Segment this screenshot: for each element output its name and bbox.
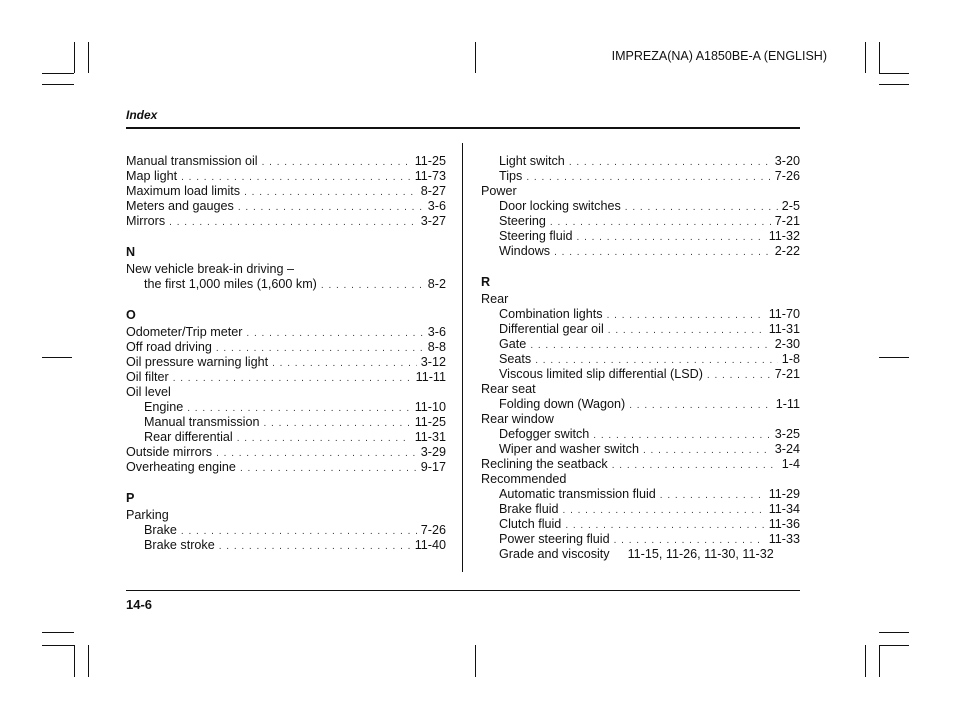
index-entry-page: 3-6	[427, 325, 446, 339]
index-entry	[126, 214, 446, 229]
index-entry-page: 7-21	[774, 367, 800, 381]
dot-leader	[321, 278, 424, 293]
index-entry-label: Brake fluid	[499, 502, 559, 516]
index-entry-page: 11-33	[768, 532, 800, 546]
crop-mark	[74, 42, 75, 73]
index-letter-heading: R	[481, 275, 491, 289]
footer-rule	[126, 590, 800, 591]
index-entry-label: Overheating engine	[126, 460, 236, 474]
index-entry-label: Map light	[126, 169, 178, 183]
dot-leader	[554, 245, 771, 260]
index-entry	[481, 517, 800, 532]
index-group-heading	[126, 385, 446, 400]
index-entry-page: 11-10	[414, 400, 446, 414]
index-entry-page: 9-17	[420, 460, 446, 474]
index-entry-page: 3-29	[420, 445, 446, 459]
dot-leader	[173, 371, 412, 386]
index-entry-page: 3-24	[774, 442, 800, 456]
index-entry-label: Rear seat	[481, 382, 536, 396]
index-entry-page: 7-26	[420, 523, 446, 537]
index-entry	[126, 460, 446, 475]
dot-leader	[240, 461, 417, 476]
index-entry-label: Seats	[499, 352, 532, 366]
index-entry	[126, 415, 446, 430]
index-entry	[126, 199, 446, 214]
index-entry	[481, 547, 800, 562]
crop-mark	[865, 42, 866, 73]
dot-leader	[246, 326, 423, 341]
index-entry-label: Rear differential	[144, 430, 233, 444]
dot-leader	[181, 524, 417, 539]
index-entry-page: 11-31	[414, 430, 446, 444]
index-entry-label: Viscous limited slip differential (LSD)	[499, 367, 703, 381]
index-entry	[126, 340, 446, 355]
index-entry-label: Off road driving	[126, 340, 212, 354]
index-entry-page: 2-30	[774, 337, 800, 351]
index-entry-label: Recommended	[481, 472, 567, 486]
index-entry-page: 2-5	[781, 199, 800, 213]
index-entry-page: 3-20	[774, 154, 800, 168]
index-entry-label: Maximum load limits	[126, 184, 241, 198]
index-entry-label: Power steering fluid	[499, 532, 610, 546]
crop-mark	[42, 73, 74, 74]
index-group-heading	[481, 412, 800, 427]
dot-leader	[262, 155, 411, 170]
dot-leader	[264, 416, 411, 431]
index-entry-label: Oil filter	[126, 370, 169, 384]
index-entry-page: 11-29	[768, 487, 800, 501]
dot-leader	[565, 518, 764, 533]
index-entry-page: 11-70	[768, 307, 800, 321]
index-entry	[126, 538, 446, 553]
index-entry-page: 3-12	[420, 355, 446, 369]
dot-leader	[614, 533, 765, 548]
index-entry	[481, 229, 800, 244]
dot-leader	[593, 428, 770, 443]
index-entry-page: 8-8	[427, 340, 446, 354]
index-entry-label: Wiper and washer switch	[499, 442, 639, 456]
index-entry	[126, 370, 446, 385]
index-entry	[481, 322, 800, 337]
index-entry-label: Rear window	[481, 412, 554, 426]
index-group-heading	[481, 472, 800, 487]
index-entry	[126, 430, 446, 445]
index-entry-page: 3-6	[427, 199, 446, 213]
index-entry-page: 1-8	[781, 352, 800, 366]
index-entry-page: 7-26	[774, 169, 800, 183]
index-entry-page: 1-11	[775, 397, 800, 411]
crop-mark	[879, 84, 909, 85]
index-entry	[481, 532, 800, 547]
index-entry-label: Mirrors	[126, 214, 166, 228]
dot-leader	[216, 446, 417, 461]
index-entry-label: Power	[481, 184, 517, 198]
index-entry-page: 2-22	[774, 244, 800, 258]
index-entry-label: Steering fluid	[499, 229, 573, 243]
dot-leader	[237, 431, 411, 446]
index-entry	[481, 487, 800, 502]
index-entry-page: 11-15, 11-26, 11-30, 11-32	[627, 547, 774, 561]
crop-mark	[42, 645, 74, 646]
crop-mark	[475, 42, 476, 73]
dot-leader	[577, 230, 765, 245]
index-column-right	[481, 154, 800, 562]
dot-leader	[244, 185, 417, 200]
index-entry	[481, 337, 800, 352]
index-entry-page: 11-11	[415, 370, 446, 384]
dot-leader	[707, 368, 771, 383]
index-entry-page: 11-25	[414, 154, 446, 168]
dot-leader	[169, 215, 417, 230]
index-entry	[126, 325, 446, 340]
index-entry-page: 11-34	[768, 502, 800, 516]
index-entry-page: 11-40	[414, 538, 446, 552]
index-letter-heading: N	[126, 245, 136, 259]
index-entry-label: Outside mirrors	[126, 445, 213, 459]
crop-mark	[42, 632, 74, 633]
index-entry	[126, 154, 446, 169]
crop-mark	[475, 645, 476, 677]
crop-mark	[865, 645, 866, 677]
document-id: IMPREZA(NA) A1850BE-A (ENGLISH)	[611, 49, 827, 63]
index-entry	[481, 169, 800, 184]
index-entry-label: Combination lights	[499, 307, 603, 321]
dot-leader	[216, 341, 424, 356]
index-entry-page: 7-21	[774, 214, 800, 228]
dot-leader	[629, 398, 771, 413]
index-entry	[481, 307, 800, 322]
index-entry-label: Differential gear oil	[499, 322, 604, 336]
index-entry-label: the first 1,000 miles (1,600 km)	[144, 277, 317, 291]
index-entry-page: 3-25	[774, 427, 800, 441]
index-column-left	[126, 154, 446, 553]
index-entry-page: 11-73	[414, 169, 446, 183]
dot-leader	[569, 155, 771, 170]
index-entry-label: Manual transmission	[144, 415, 260, 429]
index-group-heading	[481, 184, 800, 199]
index-entry	[481, 199, 800, 214]
index-entry-label: Parking	[126, 508, 169, 522]
index-letter-heading: P	[126, 491, 135, 505]
index-entry	[481, 244, 800, 259]
index-entry-label: Odometer/Trip meter	[126, 325, 243, 339]
index-entry	[481, 502, 800, 517]
index-entry-label: Oil level	[126, 385, 171, 399]
index-group-heading	[481, 382, 800, 397]
index-entry	[481, 154, 800, 169]
crop-mark	[879, 645, 880, 677]
index-entry	[126, 277, 446, 292]
index-entry	[481, 427, 800, 442]
dot-leader	[608, 323, 765, 338]
index-entry-label: Brake	[144, 523, 177, 537]
index-entry-page: 11-25	[414, 415, 446, 429]
index-entry-page: 1-4	[781, 457, 800, 471]
index-entry-page: 11-36	[768, 517, 800, 531]
index-entry	[126, 445, 446, 460]
crop-mark	[42, 84, 74, 85]
index-entry-label: Brake stroke	[144, 538, 215, 552]
dot-leader	[625, 200, 778, 215]
index-letter-heading: O	[126, 308, 136, 322]
crop-mark	[879, 632, 909, 633]
index-entry-label: Meters and gauges	[126, 199, 234, 213]
index-group-heading	[481, 292, 800, 307]
dot-leader	[563, 503, 765, 518]
index-entry-page: 3-27	[420, 214, 446, 228]
index-entry-page: 11-31	[768, 322, 800, 336]
dot-leader	[535, 353, 778, 368]
crop-mark	[42, 357, 72, 358]
index-group-heading	[126, 508, 446, 523]
index-entry-label: Rear	[481, 292, 509, 306]
index-entry-label: Windows	[499, 244, 551, 258]
index-entry-page: 8-27	[420, 184, 446, 198]
index-entry-label: Oil pressure warning light	[126, 355, 269, 369]
index-entry-label: Gate	[499, 337, 527, 351]
dot-leader	[272, 356, 417, 371]
page-number: 14-6	[126, 597, 153, 612]
crop-mark	[879, 645, 909, 646]
crop-mark	[879, 73, 909, 74]
index-entry-label: Grade and viscosity	[499, 547, 610, 561]
dot-leader	[550, 215, 771, 230]
index-entry	[481, 214, 800, 229]
index-entry-label: Engine	[144, 400, 184, 414]
index-entry	[481, 397, 800, 412]
index-entry	[481, 367, 800, 382]
crop-mark	[879, 357, 909, 358]
dot-leader	[187, 401, 411, 416]
index-entry	[126, 355, 446, 370]
index-entry	[481, 442, 800, 457]
index-entry-label: Steering	[499, 214, 546, 228]
index-entry-label: Folding down (Wagon)	[499, 397, 626, 411]
section-title: Index	[126, 108, 158, 122]
index-entry-page: 11-32	[768, 229, 800, 243]
header-rule	[126, 127, 800, 129]
index-entry	[126, 400, 446, 415]
index-entry	[126, 169, 446, 184]
dot-leader	[238, 200, 424, 215]
index-group-heading	[126, 262, 446, 277]
index-entry-label: Defogger switch	[499, 427, 590, 441]
dot-leader	[660, 488, 765, 503]
index-entry	[481, 457, 800, 472]
index-entry-label: Reclining the seatback	[481, 457, 608, 471]
crop-mark	[88, 645, 89, 677]
dot-leader	[219, 539, 411, 554]
column-divider	[462, 143, 463, 572]
index-entry-label: Tips	[499, 169, 523, 183]
index-entry	[126, 523, 446, 538]
crop-mark	[74, 645, 75, 677]
index-entry-label: Door locking switches	[499, 199, 621, 213]
index-entry-label: Automatic transmission fluid	[499, 487, 656, 501]
index-entry-label: New vehicle break-in driving –	[126, 262, 294, 276]
crop-mark	[879, 42, 880, 73]
crop-mark	[88, 42, 89, 73]
index-entry-label: Manual transmission oil	[126, 154, 258, 168]
dot-leader	[181, 170, 411, 185]
index-entry	[126, 184, 446, 199]
index-entry-page: 8-2	[427, 277, 446, 291]
index-entry-label: Clutch fluid	[499, 517, 562, 531]
index-entry	[481, 352, 800, 367]
dot-leader	[607, 308, 765, 323]
dot-leader	[526, 170, 770, 185]
dot-leader	[643, 443, 771, 458]
dot-leader	[530, 338, 770, 353]
dot-leader	[612, 458, 778, 473]
index-entry-label: Light switch	[499, 154, 565, 168]
